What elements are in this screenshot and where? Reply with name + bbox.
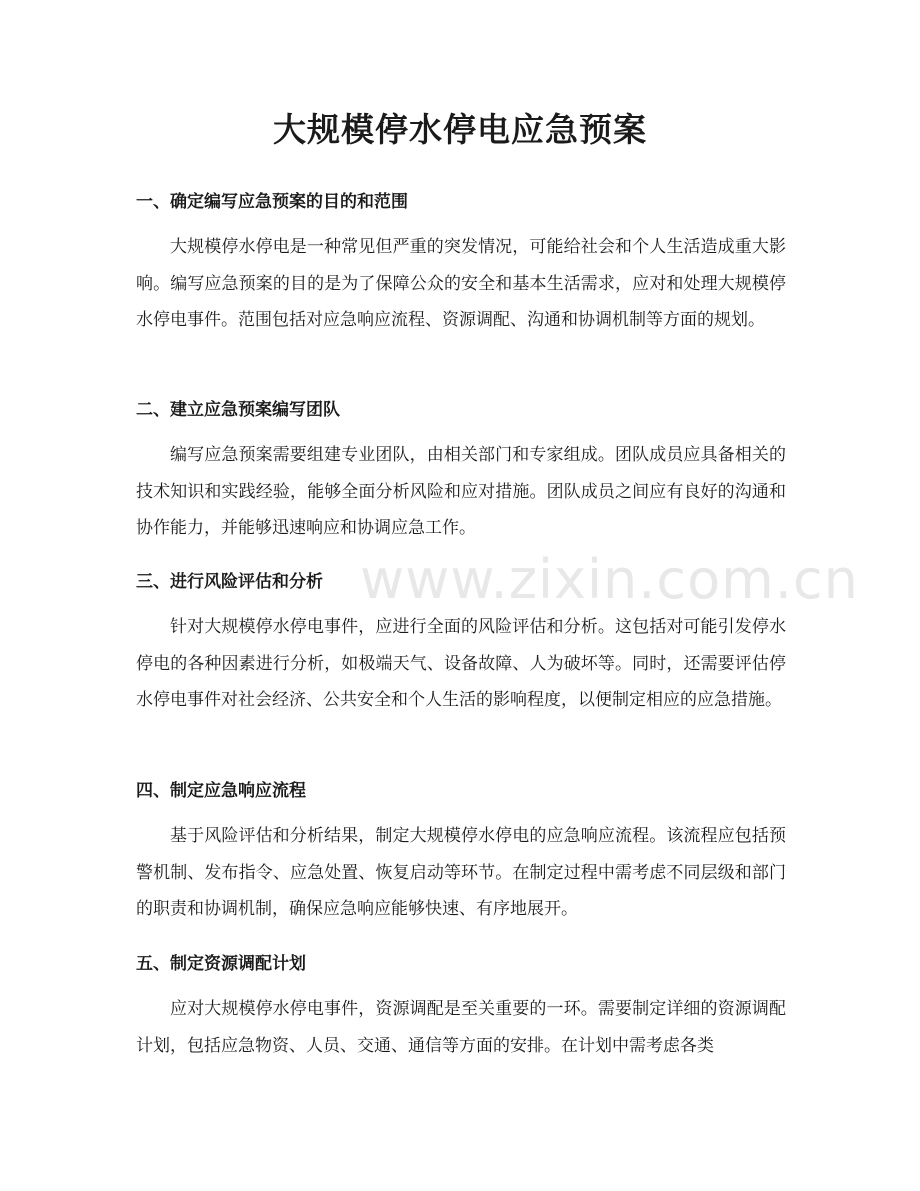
section-paragraph: 针对大规模停水停电事件，应进行全面的风险评估和分析。这包括对可能引发停水停电的各种因素进行分析，如极端天气、设备故障、人为破坏等。同时，还需要评估停水停电事件对社会经济、公共安全和个人生活的影响程度，以便制定相应的应急措施。 [136, 617, 786, 710]
watermark: www.zixin.com.cn [360, 548, 859, 611]
section-resource-allocation [136, 952, 786, 1064]
page-title: 大规模停水停电应急预案 [273, 110, 647, 149]
section-paragraph: 编写应急预案需要组建专业团队，由相关部门和专家组成。团队成员应具备相关的技术知识和实践经验，能够全面分析风险和应对措施。团队成员之间应有良好的沟通和协作能力，并能够迅速响应和协调应急工作。 [136, 445, 786, 538]
section-team [136, 398, 786, 547]
section-paragraph: 应对大规模停水停电事件，资源调配是至关重要的一环。需要制定详细的资源调配计划，包括应急物资、人员、交通、通信等方面的安排。在计划中需考虑各类 [136, 999, 786, 1056]
section-heading: 三、进行风险评估和分析 [136, 572, 323, 592]
section-heading: 二、建立应急预案编写团队 [136, 400, 340, 420]
section-paragraph: 基于风险评估和分析结果，制定大规模停水停电的应急响应流程。该流程应包括预警机制、发布指令、应急处置、恢复启动等环节。在制定过程中需考虑不同层级和部门的职责和协调机制，确保应急响应能够快速、有序地展开。 [136, 826, 786, 919]
section-risk-assessment [136, 570, 786, 719]
section-heading: 五、制定资源调配计划 [136, 954, 306, 974]
section-paragraph: 大规模停水停电是一种常见但严重的突发情况，可能给社会和个人生活造成重大影响。编写应急预案的目的是为了保障公众的安全和基本生活需求，应对和处理大规模停水停电事件。范围包括对应急响应流程、资源调配、沟通和协调机制等方面的规划。 [136, 237, 786, 330]
section-response-process [136, 779, 786, 928]
section-heading: 四、制定应急响应流程 [136, 781, 306, 801]
section-purpose-scope [136, 190, 786, 339]
section-heading: 一、确定编写应急预案的目的和范围 [136, 192, 408, 212]
